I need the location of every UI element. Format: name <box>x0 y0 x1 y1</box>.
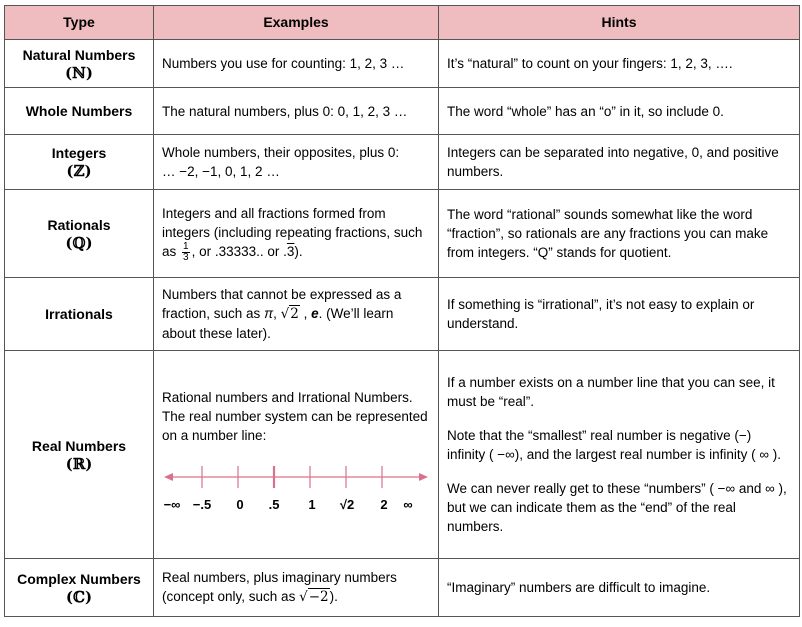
type-name: Whole Numbers <box>25 103 133 119</box>
header-row <box>5 6 800 40</box>
row-irrationals <box>5 278 800 351</box>
type-whole-numbers <box>5 88 154 135</box>
type-name: Complex Numbers <box>17 570 141 587</box>
sqrt-negative-two: √−2 <box>299 589 329 605</box>
integers-symbol: (ℤ) <box>66 162 92 180</box>
complex-symbol: (ℂ) <box>65 587 93 606</box>
number-line-graphic <box>162 459 430 515</box>
type-real-numbers <box>5 351 154 559</box>
type-name: Real Numbers <box>31 437 127 454</box>
type-natural-numbers <box>5 40 154 88</box>
type-name: Natural Numbers <box>22 46 136 63</box>
example-complex-numbers <box>154 559 439 617</box>
hint-paragraph: If a number exists on a number line that you can see, it must be “real”. <box>447 375 775 409</box>
row-whole-numbers <box>5 88 800 135</box>
hint-integers: Integers can be separated into negative, 0, and positive numbers. <box>439 135 800 190</box>
row-real-numbers <box>5 351 800 559</box>
hint-whole-numbers: The word “whole” has an “o” in it, so include 0. <box>439 88 800 135</box>
number-line-label: 2 <box>380 496 388 512</box>
sqrt-argument: 2 <box>290 306 299 322</box>
example-text: ). <box>294 244 303 260</box>
repeating-digit: 3 <box>286 244 295 260</box>
real-symbol: (ℝ) <box>65 454 93 473</box>
number-line-label: 0 <box>236 496 244 512</box>
fraction-numerator: 1 <box>183 241 189 252</box>
example-text: ). <box>329 589 338 604</box>
row-rationals <box>5 190 800 278</box>
example-real-numbers <box>154 351 439 559</box>
sqrt-argument: −2 <box>308 589 329 605</box>
example-whole-numbers: The natural numbers, plus 0: 0, 1, 2, 3 … <box>154 88 439 135</box>
number-line-label: .5 <box>268 496 280 512</box>
type-name: Integers <box>51 145 107 161</box>
example-rationals <box>154 190 439 278</box>
example-text: . (We’ll learn about these later). <box>162 306 394 341</box>
example-line: … −2, −1, 0, 1, 2 … <box>162 164 280 179</box>
header-examples: Examples <box>154 6 439 40</box>
example-natural-numbers: Numbers you use for counting: 1, 2, 3 … <box>154 40 439 88</box>
number-line-label: √2 <box>339 496 355 512</box>
hint-complex-numbers: “Imaginary” numbers are difficult to imagine. <box>439 559 800 617</box>
pi-symbol: π <box>264 306 274 321</box>
example-integers <box>154 135 439 190</box>
example-line: Whole numbers, their opposites, plus 0: <box>162 145 400 160</box>
example-text: Numbers that cannot be expressed as a fraction, such as <box>162 287 402 321</box>
type-name: Rationals <box>47 216 111 233</box>
number-line-label: ∞ <box>403 496 413 512</box>
left-arrow-icon <box>164 473 173 481</box>
hint-natural-numbers: It’s “natural” to count on your fingers: 1, 2, 3, …. <box>439 40 800 88</box>
type-irrationals <box>5 278 154 351</box>
row-integers <box>5 135 800 190</box>
type-complex-numbers <box>5 559 154 617</box>
row-complex-numbers <box>5 559 800 617</box>
sqrt-two: √2 <box>280 306 299 322</box>
hint-real-numbers <box>439 351 800 559</box>
row-natural-numbers <box>5 40 800 88</box>
type-rationals <box>5 190 154 278</box>
header-hints: Hints <box>439 6 800 40</box>
number-types-table <box>4 5 800 617</box>
type-integers <box>5 135 154 190</box>
number-line-label: −∞ <box>163 496 181 512</box>
example-text: Integers and all fractions formed from integers (including repeating fractions, such as <box>162 206 423 260</box>
example-text: , or .33333.. or . <box>191 244 287 260</box>
number-line <box>162 459 430 520</box>
hint-rationals: The word “rational” sounds somewhat like the word “fraction”, so rationals are any fractions you can make from integers. “Q” stands for quotient. <box>439 190 800 278</box>
hint-irrationals: If something is “irrational”, it’s not easy to explain or understand. <box>439 278 800 351</box>
natural-symbol: (ℕ) <box>65 63 93 82</box>
e-symbol: e <box>311 306 319 321</box>
example-text: Real numbers, plus imaginary numbers (concept only, such as <box>162 570 397 604</box>
example-irrationals: Numbers that cannot be expressed as a fraction, such as π, √2 , e. (We’ll learn about these later). <box>154 278 439 351</box>
example-text: Rational numbers and Irrational Numbers. The real number system can be represented on a number line: <box>162 389 428 443</box>
hint-paragraph: We can never really get to these “numbers” ( −∞ and ∞ ), but we can indicate them as the “end” of the real numbers. <box>447 481 787 534</box>
rationals-symbol: (ℚ) <box>65 233 93 252</box>
number-line-label: 1 <box>308 496 316 512</box>
right-arrow-icon <box>419 473 428 481</box>
hint-paragraph: Note that the “smallest” real number is negative (−) infinity ( −∞), and the largest real number is infinity ( ∞ ). <box>447 428 781 462</box>
header-type: Type <box>5 6 154 40</box>
type-name: Irrationals <box>45 306 113 322</box>
fraction-one-third <box>182 242 190 263</box>
number-line-label: −.5 <box>192 496 212 512</box>
fraction-denominator: 3 <box>183 252 189 263</box>
